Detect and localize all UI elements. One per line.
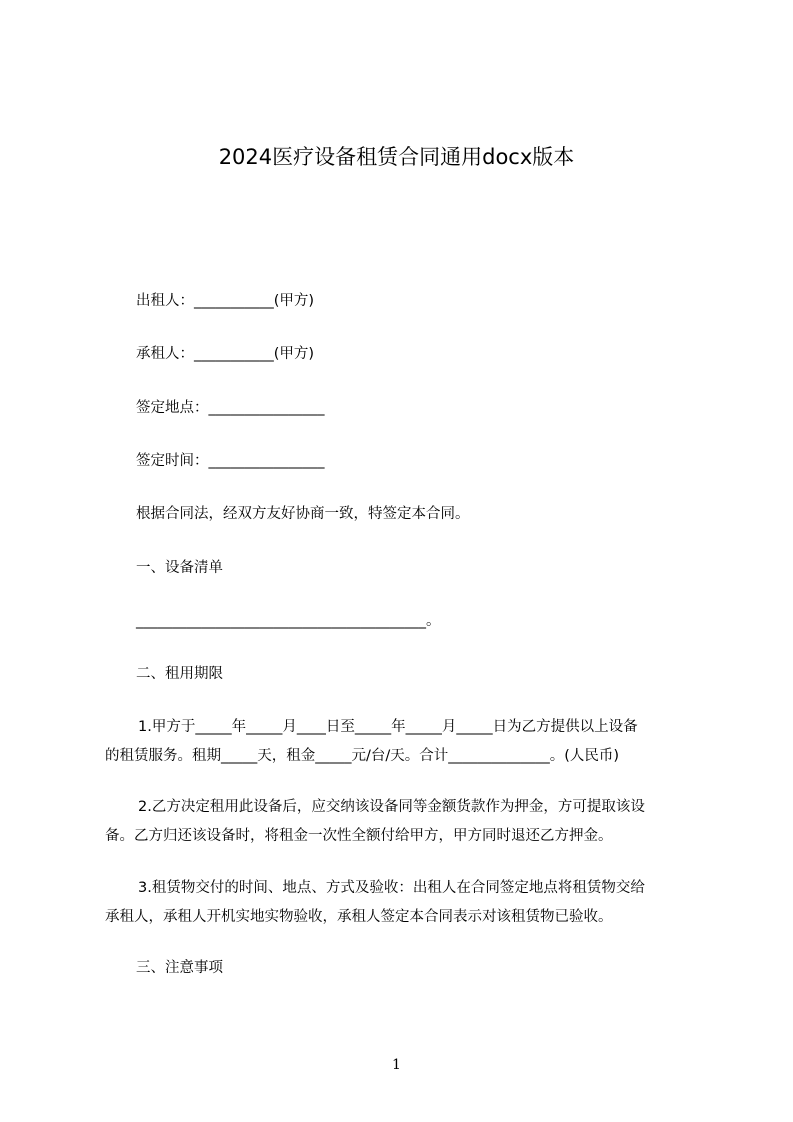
clause-1-line-1: 1.甲方于_____年_____月____日至_____年_____月_____日为乙方提供以上设备 — [138, 719, 638, 735]
section-heading-term: 二、租用期限 — [136, 666, 223, 682]
lessee-field: 承租人：___________(甲方) — [136, 346, 315, 362]
signing-time-field: 签定时间：________________ — [136, 453, 325, 469]
clause-3-line-1: 3.租赁物交付的时间、地点、方式及验收：出租人在合同签定地点将租赁物交给 — [138, 880, 645, 896]
clause-1-line-2: 的租赁服务。租期_____天，租金_____元/台/天。合计______________。(人民币) — [105, 748, 620, 764]
clause-2-line-2: 备。乙方归还该设备时，将租金一次性全额付给甲方，甲方同时退还乙方押金。 — [105, 828, 613, 844]
document-title: 2024医疗设备租赁合同通用docx版本 — [218, 145, 575, 169]
equipment-list-blank: ________________________________________。 — [136, 613, 441, 629]
page-number: 1 — [392, 1057, 401, 1073]
clause-2-line-1: 2.乙方决定租用此设备后，应交纳该设备同等金额货款作为押金，方可提取该设 — [138, 799, 645, 815]
preamble-text: 根据合同法，经双方友好协商一致，特签定本合同。 — [136, 506, 470, 522]
section-heading-notes: 三、注意事项 — [136, 960, 223, 976]
lessor-field: 出租人：___________(甲方) — [136, 293, 315, 309]
clause-3 — [105, 874, 695, 932]
clause-2 — [105, 793, 695, 851]
clause-3-line-2: 承租人，承租人开机实地实物验收，承租人签定本合同表示对该租赁物已验收。 — [105, 909, 613, 925]
clause-1 — [105, 713, 695, 771]
section-heading-equipment: 一、设备清单 — [136, 560, 223, 576]
signing-place-field: 签定地点：________________ — [136, 400, 325, 416]
